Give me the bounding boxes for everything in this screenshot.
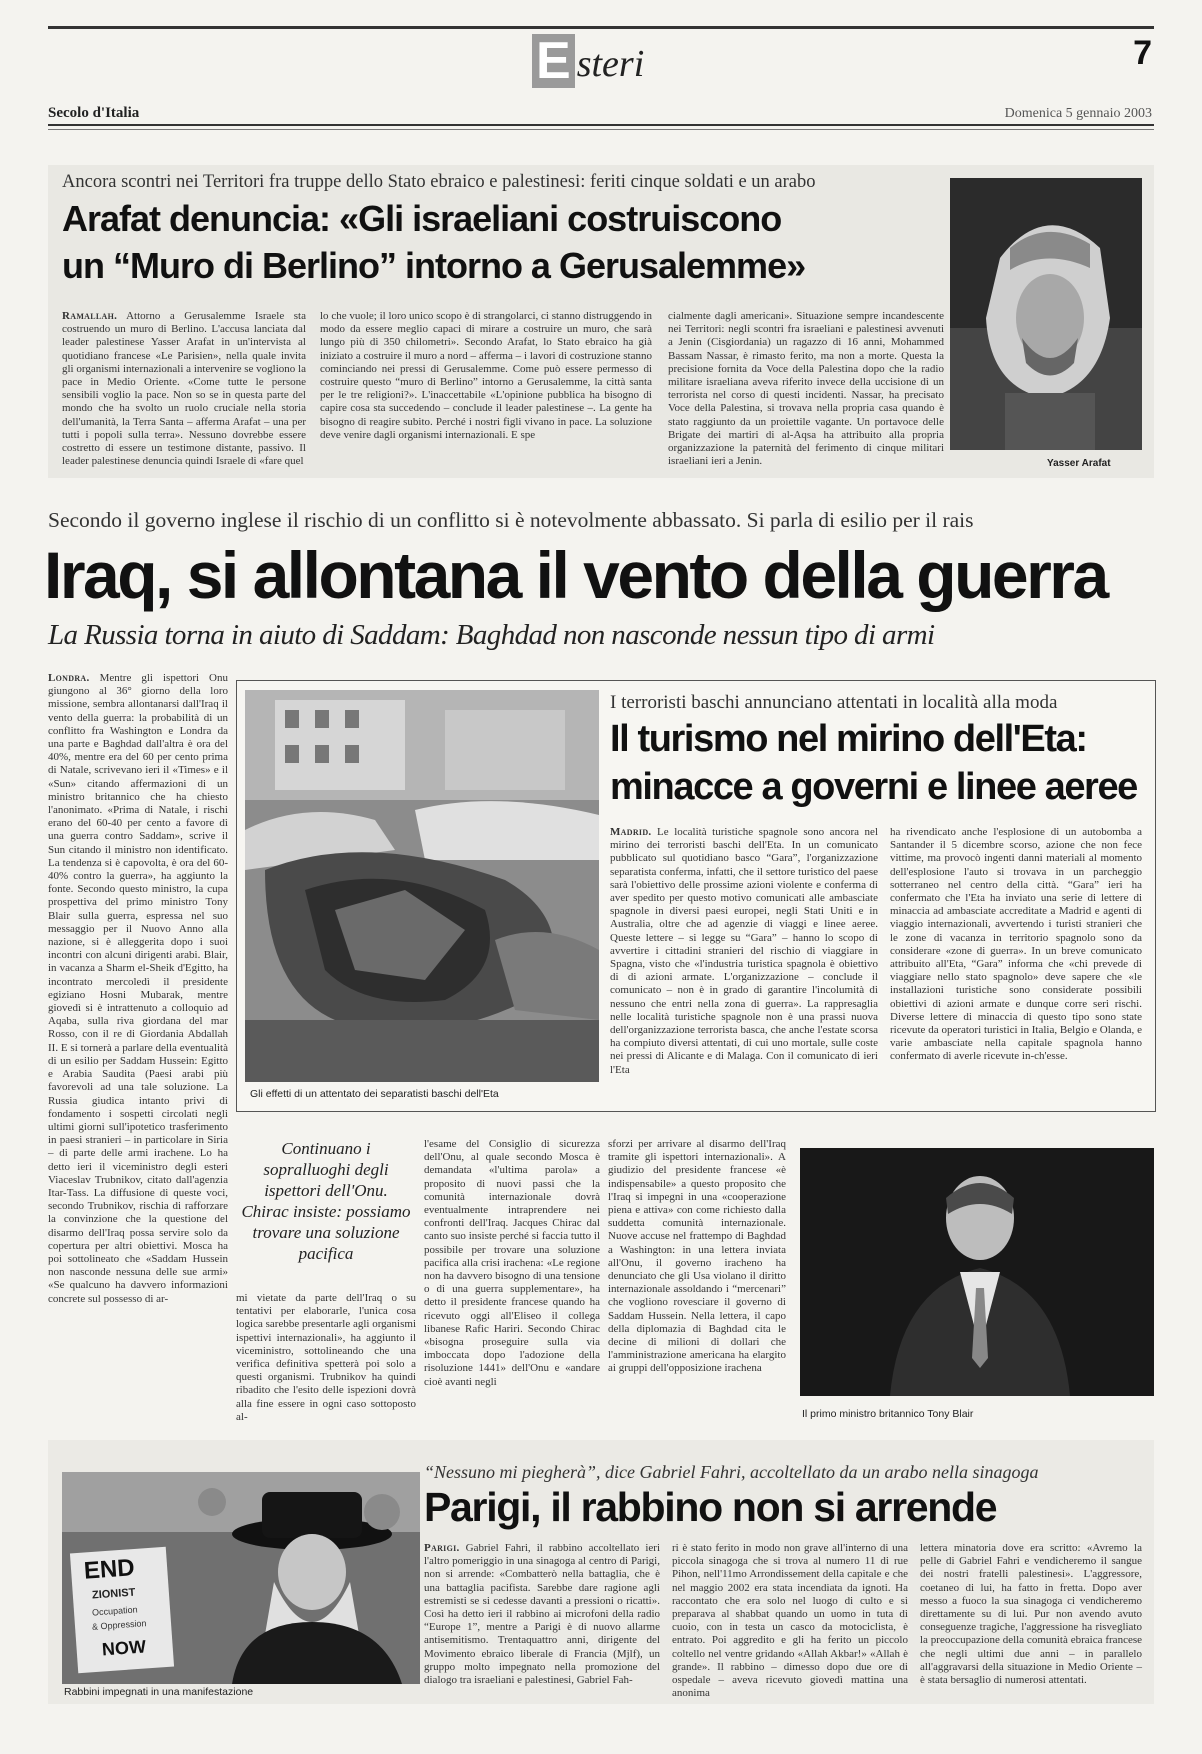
iraq-kicker: Secondo il governo inglese il rischio di un conflitto si è notevolmente abbassato. Si parla di esilio per il rais [48, 508, 974, 532]
dateline: Ramallah. [62, 310, 118, 322]
blair-image [800, 1148, 1154, 1396]
eta-col-1 [610, 826, 878, 1101]
portrait-image [950, 178, 1142, 450]
iraq-col-2: mi vietate da parte dell'Iraq o su tentativi per elaborarle, l'unica cosa logica sarebbe presentarle agli organismi ispettivi internazionali», ha aggiunto il viceministro, sottolineando che una verifica definitiva spetterà poi solo a questi organismi. Trubnikov ha quindi ribadito che l'esito delle ispezioni dovrà alla fine essere in ogni caso sottoposto al- [236, 1292, 417, 1423]
arafat-photo [950, 178, 1142, 450]
section-initial: E [532, 34, 575, 88]
paris-col-2: ri è stato ferito in modo non grave all'interno di una piccola sinagoga che si trova al numero 11 di rue Pihon, nell'11mo Arrondissement della capitale e che nel maggio 2002 era stata incendiata da ignoti. Ha raccontato che era solo nel luogo di culto e si preparava al shabbat quando un uomo in tuta di cuoio, con in testa un casco da motociclista, è entrato. Poi aggredito e gli ha ferito un piccolo coltello nel ventre gridando «Allah Akbar!» «Allah è grande». Il rabbino – dimesso dopo due ore di ospedale – aveva ricevuto giovedì mattina una anonima [672, 1542, 908, 1700]
paper-name: Secolo d'Italia [48, 105, 140, 121]
iraq-col-3: l'esame del Consiglio di sicurezza dell'Onu, al quale secondo Mosca è demandata «l'ultima parola» a proposito di nuovi passi che la comunità internazionale dovrà eventualmente intraprendere nei confronti dell'Iraq. Jacques Chirac dal canto suo insiste perché si faccia tutto il possibile per trovare una soluzione pacifica alla crisi irachena: «Le regione non ha davvero bisogno di una tensione o di una guerra supplementare», ha detto il presidente francese quando ha ricevuto oggi all'Eliseo il collega libanese Rafic Hariri. Secondo Chirac «bisogna proseguire sulla via imboccata dopo l'adozione della risoluzione 1441» dell'Onu e «andare cioè avanti negli [424, 1138, 600, 1388]
car-bomb-image [245, 690, 599, 1082]
eta-photo [245, 690, 599, 1082]
eta-headline-2: minacce a governi e linee aeree [610, 766, 1137, 808]
arafat-caption: Yasser Arafat [1047, 458, 1111, 469]
article-text: Mentre gli ispettori Onu giungono al 36° giorno della loro missione, sembra allontanarsi dall'Iraq il vento della guerra: la probabilità di un conflitto fra Washington e Londra da una parte e Baghdad dall'altra è ora del 40%, mentre era del 60 per cento prima di Natale, scrivevano ieri il «Times» e il «Sun» citando affermazioni di un ministro britannico che ha chiesto l'anonimato. «Prima di Natale, i rischi erano del 60-40 per cento a favore di una guerra contro Saddam», scrive il Sun citando il ministro non identificato. La tendenza si è capovolta, è ora del 60-40% contro la guerra», ha aggiunto la fonte. Secondo questo ministro, la cupa prospettiva del primo ministro Tony Blair sulla guerra, espressa nel suo messaggio per il Nuovo Anno alla nazione, si è alleggerita dopo i suoi incontri con alcuni dirigenti arabi. Blair, in vacanza a Sharm el-Sheik d'Egitto, ha incontrato mercoledì il presidente egiziano Hosni Mubarak, mentre giovedì si è intrattenuto a colloquio ad Aqaba, sulla riva giordana del mar Rosso, con il re di Giordania Abdallah II. E si tornerà a parlare della eventualità di un esilio per Saddam Hussein: Egitto e Arabia Saudita (Paesi arabi più favorevoli ad una tale soluzione. La Russia giudica intanto privi di fondamento i sospetti circolati negli ultimi giorni sull'ipotetico trasferimento in paesi stranieri – in particolare in Siria – di parte delle armi irachene. Lo ha detto ieri il viceministro degli esteri Viaceslav Trubnikov, citato dall'agenzia Itar-Tass. La diffusione di queste voci, secondo Trubnikov, rischia di rafforzare la convinzione che la questione del disarmo dell'Iraq possa servire solo da copertura per altri obiettivi. Mosca ha poi sottolineato che «Saddam Hussein non nasconde nessuna delle sue armi» «Se qualcuno ha davvero informazioni concrete sul possesso di ar- [48, 672, 229, 1305]
top-rule [48, 26, 1154, 29]
iraq-subhead: La Russia torna in aiuto di Saddam: Baghdad non nasconde nessun tipo di armi [48, 619, 935, 651]
masthead-rule-thin [48, 129, 1154, 130]
eta-kicker: I terroristi baschi annunciano attentati in località alla moda [610, 692, 1058, 713]
paris-col-3: lettera minatoria dove era scritto: «Avremo la pelle di Gabriel Fahri e vendicheremo il sangue dei nostri fratelli palestinesi». L'aggressore, coetaneo di lui, ha fatto in fretta. Dopo aver messo a fuoco la sua sinagoga ci vendicheremo direttamente su di lui. Pur non avendo avuto conseguenze tragiche, l'aggressione ha risvegliato la preoccupazione della comunità ebraica francese che negli ultimi due anni – in parallelo all'aggravarsi della situazione in Medio Oriente – è stata bersaglio di numerosi attentati. [920, 1542, 1142, 1687]
arafat-headline-1: Arafat denuncia: «Gli israeliani costruiscono [62, 198, 782, 239]
rabbi-photo [62, 1472, 420, 1684]
sign-oppression: & Oppression [91, 1618, 147, 1632]
sign-now: NOW [101, 1636, 147, 1660]
blair-photo [800, 1148, 1154, 1396]
masthead-rule [48, 124, 1154, 126]
sign-occupation: Occupation [91, 1604, 138, 1618]
section-title [532, 34, 644, 94]
sign-zionist: ZIONIST [91, 1586, 136, 1602]
page-number: 7 [1133, 34, 1152, 72]
rabbi-caption: Rabbini impegnati in una manifestazione [64, 1686, 254, 1698]
iraq-col-4: sforzi per arrivare al disarmo dell'Iraq tramite gli ispettori internazionali». A giudizio del presidente francese «è indispensabile» a questo proposito che l'Iraq si impegni in una «cooperazione piena e attiva» con come richiesto dalla suddetta comunità internazionale. Nuove accuse nel frattempo di Baghdad a Washington: in una lettera inviata all'Onu, il governo iracheno ha denunciato che gli Usa violano il diritto internazionale assoldando i “mercenari” che vogliono rovesciare il governo di Saddam Hussein. Nella lettera, il capo della diplomazia di Baghdad cita le decine di milioni di dollari che l'amministrazione americana ha elargito ai gruppi dell'opposizione irachena [608, 1138, 786, 1375]
iraq-headline: Iraq, si allontana il vento della guerra [44, 538, 1107, 612]
arafat-col-1 [62, 310, 306, 472]
eta-col-2: ha rivendicato anche l'esplosione di un autobomba a Santander il 5 dicembre scorso, azione che non fece vittime, ma provocò ingenti danni materiali al momento dell'esplosione l'auto si trovava in un parcheggio sotterraneo nel centro della città. “Gara” ieri ha confermato che l'Eta ha inviato una serie di lettere di minaccia ad ambasciate accreditate a Madrid e agenti di viaggio internazionali, avvertendo i turisti stranieri che le zone di vacanza in territorio spagnolo sono da considerare «zone di guerra». In un breve comunicato attribuito all'Eta, “Gara” informa che «chi prevede di viaggiare nello stato spagnolo» deve sapere che «le installazioni turistiche sono considerate possibili obiettivi di azioni armate e dunque corre seri rischi. Diverse lettere di minaccia di questo tipo sono state ricevute da operatori turistici in Italia, Belgio e Olanda, e varie ambasciate nella capitale spagnola hanno confermato di averle ricevute in-ch'esse. [890, 826, 1142, 1063]
eta-photo-caption: Gli effetti di un attentato dei separatisti baschi dell'Eta [250, 1088, 499, 1100]
issue-date: Domenica 5 gennaio 2003 [1004, 106, 1152, 121]
blair-caption: Il primo ministro britannico Tony Blair [802, 1408, 974, 1420]
paris-kicker: “Nessuno mi piegherà”, dice Gabriel Fahri, accoltellato da un arabo nella sinagoga [424, 1462, 1039, 1482]
paris-headline: Parigi, il rabbino non si arrende [424, 1484, 997, 1530]
article-text: Gabriel Fahri, il rabbino accoltellato ieri l'altro pomeriggio in una sinagoga al centro di Parigi, non si arrende: «Combatterò nella battaglia, che è una battaglia pacifista. Sarebbe dare ragione agli estremisti se si cedesse davanti a pressioni o ricatti». Così ha detto ieri il rabbino ai microfoni della radio “Europe 1”, mentre a Parigi è di nuovo allarme antisemitismo. Trentaquattro anni, dirigente del Movimento ebraico liberale di Francia (Mjlf), un gruppo molto impegnato nella promozione del dialogo tra israeliani e palestinesi, Gabriel Fah- [424, 1542, 660, 1687]
article-text: Le località turistiche spagnole sono ancora nel mirino dei terroristi baschi dell'Eta. In un comunicato pubblicato sul quotidiano basco “Gara”, l'organizzazione separatista conferma, infatti, che il settore turistico del paese sarà l'obiettivo delle prossime azioni violente e conferma di aver spedito per questo motivo comunicati alle ambasciate spagnole in diversi paesi europei, negli Stati Uniti e in Australia, oltre che ad agenzie di viaggi e linee aeree. Queste lettere – si legge su “Gara” – hanno lo scopo di avvertire i cittadini stranieri del rischio di viaggiare in Spagna, visto che «l'industria turistica spagnola è obiettivo di di azioni armate. L'organizzazione – conclude il comunicato – non è in grado di garantire l'incolumità di nessuno che entri nella zona di guerra». La rappresaglia nelle località turistiche spagnole non è una prassi nuova dell'organizzazione terrorista basca, che anche l'estate scorsa ha compiuto diversi attentati, di cui uno mortale, sulle coste nei pressi di Alicante e di Malaga. Con il comunicato di ieri l'Eta [610, 826, 878, 1076]
dateline: Parigi. [424, 1542, 460, 1554]
dateline: Madrid. [610, 826, 652, 838]
sign-end: END [83, 1554, 136, 1585]
arafat-col-2: lo che vuole; il loro unico scopo è di strangolarci, ci stanno distruggendo in modo da essere meglio capaci di mirare a costruire un muro, che sarà lungo più di 350 chilometri». Secondo Arafat, lo Stato ebraico ha già iniziato a costruire il muro a nord – afferma – i lavori di costruzione stanno cominciando nei pressi di Gerusalemme. Come può essere permesso di costruire questo “muro di Berlino” intorno a Gerusalemme, la città santa per le tre religioni?». L'inaccettabile «L'opinione pubblica ha bisogno di capire cosa sta succedendo – conclude il leader palestinese –. La gente ha bisogno di reagire subito. Perché i nostri figli vivano in pace. La soluzione deve venire dagli organismi internazionali. E spe [320, 310, 652, 441]
paris-col-1 [424, 1542, 660, 1697]
arafat-kicker: Ancora scontri nei Territori fra truppe dello Stato ebraico e palestinesi: feriti cinque soldati e un arabo [62, 172, 816, 192]
arafat-headline-2: un “Muro di Berlino” intorno a Gerusalemme» [62, 245, 806, 286]
dateline: Londra. [48, 672, 90, 684]
article-text: Attorno a Gerusalemme Israele sta costruendo un muro di Berlino. L'accusa lanciata dal leader palestinese Yasser Arafat in un'intervista al quotidiano francese «Le Parisien», nella quale invita gli organismi internazionali a intervenire se vogliono la pace in Medio Oriente. «Come tutte le persone sensibili voglio la pace. Non so se in questa parte del mondo che ha svolto un ruolo cruciale nella storia dell'umanità, la Terra Santa – afferma Arafat – una per tutti i popoli sulla terra». Nessuno dovrebbe essere costretto di essere un testimone distante, passivo. Il leader palestinese denuncia quindi Israele di «fare quel [62, 310, 306, 468]
iraq-pull-quote: Continuano i sopralluoghi degli ispettori dell'Onu. Chirac insiste: possiamo trovare una soluzione pacifica [241, 1139, 411, 1263]
eta-headline-1: Il turismo nel mirino dell'Eta: [610, 718, 1087, 760]
section-rest: steri [576, 43, 645, 85]
arafat-col-3: cialmente dagli americani». Situazione sempre incandescente nei Territori: negli scontri fra israeliani e palestinesi avvenuti a Jenin (Cisgiordania) un ragazzo di 16 anni, Mohammed Bassam Nassar, è rimasto ferito, ma non a morte. Questa la precisione fornita da Voce della Palestina dopo che la radio militare israeliana aveva riferito invece della uccisione di un terrorista nel corso di questi incidenti. Nassar, ha precisato Voce della Palestina, si trovava nella propria casa quando è stato raggiunto da un proiettile vagante. Un portavoce delle Brigate dei martiri di al-Aqsa ha attribuito alla propria organizzazione la paternità del ferimento di cinque militari israeliani ieri a Jenin. [668, 310, 944, 468]
